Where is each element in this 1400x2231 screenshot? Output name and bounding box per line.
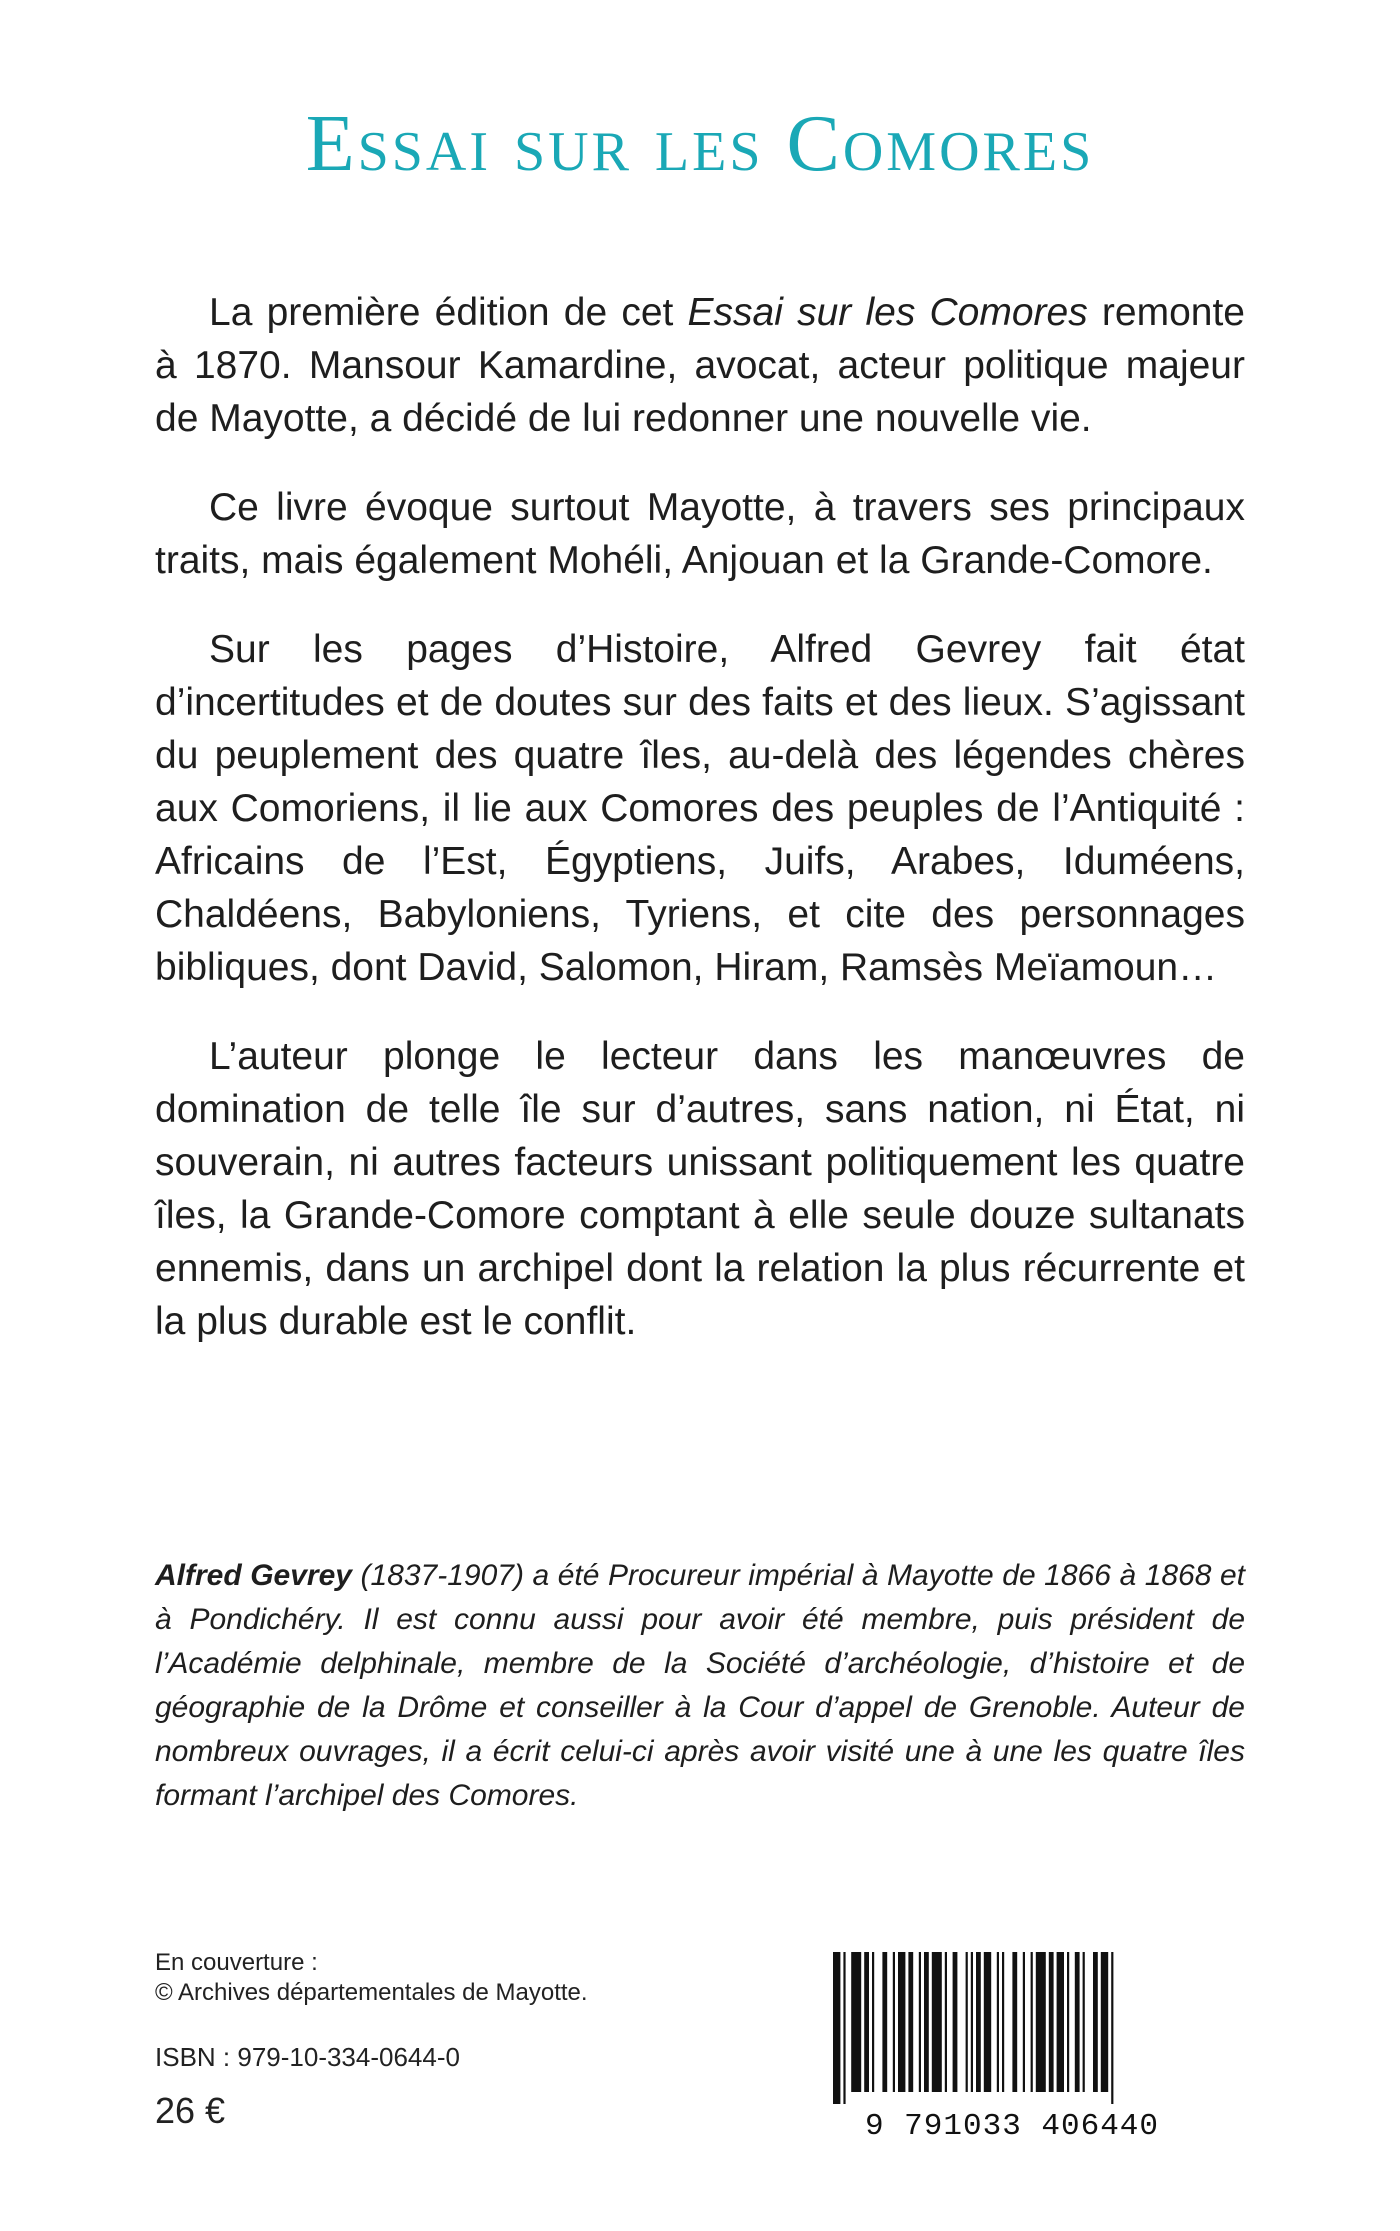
barcode-bar [882, 1952, 887, 2092]
barcode-bar [1002, 1952, 1004, 2092]
author-bio-text: (1837-1907) a été Procureur impérial à Mayotte de 1866 à 1868 et à Pondichéry. Il est connu aussi pour avoir été membre, puis président de l’Académie delphinale, membre de la Société d’archéologie, d’histoire et de géographie de la Drôme et conseiller à la Cour d’appel de Grenoble. Auteur de nombreux ouvrages, il a écrit celui-ci après avoir visité une à une les quatre îles formant l’archipel des Comores. [155, 1559, 1245, 1812]
barcode-bar [893, 1952, 895, 2092]
barcode-bar [1031, 1952, 1033, 2092]
cover-credit-source: © Archives départementales de Mayotte. [155, 1979, 588, 2006]
cover-credit-label: En couverture : [155, 1949, 318, 1976]
barcode-digits: 9 791033 406440 [864, 2109, 1160, 2140]
paragraph-1-end: remonte à 1870. Mansour Kamardine, avocat, acteur politique majeur de Mayotte, a décidé de lui redonner une nouvelle vie. [155, 291, 1245, 440]
barcode-bar [919, 1952, 921, 2092]
barcode-bar [953, 1952, 958, 2092]
barcode-bar [833, 1952, 840, 2104]
barcode-bar [1093, 1952, 1098, 2092]
back-cover-summary [155, 286, 1245, 1384]
barcode-bar [872, 1952, 874, 2092]
barcode-bar [984, 1952, 991, 2092]
barcode-bar [1083, 1952, 1085, 2092]
paragraph-1-start: La première édition de cet [209, 291, 688, 334]
paragraph-1-italic-title: Essai sur les Comores [687, 291, 1088, 334]
author-biography [155, 1554, 1245, 1818]
summary-paragraph-3: Sur les pages d’Histoire, Alfred Gevrey fait état d’incertitudes et de doutes sur des faits et des lieux. S’agissant du peuplement des quatre îles, au-delà des légendes chères aux Comoriens, il lie aux Comores des peuples de l’Antiquité : Africains de l’Est, Égyptiens, Juifs, Arabes, Iduméens, Chaldéens, Babyloniens, Tyriens, et cite des personnages bibliques, dont David, Salomon, Hiram, Ramsès Meïamoun… [155, 628, 1245, 989]
barcode-bar [1111, 1952, 1113, 2104]
barcode-bar [966, 1952, 968, 2092]
price-text: 26 € [155, 2090, 226, 2131]
barcode-bar [1036, 1952, 1046, 2092]
barcode-bar [864, 1952, 869, 2092]
book-title: Essai sur les Comores [305, 100, 1095, 188]
summary-paragraph-4: L’auteur plonge le lecteur dans les manœuvres de domination de telle île sur d’autres, sans nation, ni État, ni souverain, ni autres facteurs unissant politiquement les quatre îles, la Grande-Comore comptant à elle seule douze sultanats ennemis, dans un archipel dont la relation la plus récurrente et la plus durable est le conflit. [155, 1035, 1245, 1343]
barcode-bar [924, 1952, 929, 2092]
cover-credit [155, 1948, 588, 2008]
barcode-bars [833, 1952, 1113, 2104]
barcode-bar [932, 1952, 942, 2092]
barcode-bar [976, 1952, 981, 2092]
barcode-bar [997, 1952, 999, 2092]
barcode-bar [851, 1952, 861, 2092]
barcode-bar [945, 1952, 947, 2092]
author-name: Alfred Gevrey [155, 1559, 352, 1592]
barcode-bar [1057, 1952, 1064, 2092]
isbn-text: ISBN : 979-10-334-0644-0 [155, 2042, 460, 2072]
barcode-bar [1067, 1952, 1069, 2092]
barcode-bar [1012, 1952, 1017, 2092]
barcode-bar [1049, 1952, 1054, 2092]
summary-paragraph-2: Ce livre évoque surtout Mayotte, à travers ses principaux traits, mais également Mohéli, Anjouan et la Grande-Comore. [155, 486, 1245, 582]
barcode-bar [1023, 1952, 1025, 2092]
barcode-bar [971, 1952, 973, 2092]
barcode-bar [843, 1952, 845, 2104]
barcode-bar [1075, 1952, 1080, 2092]
barcode-bar [1101, 1952, 1108, 2092]
isbn-barcode [827, 1950, 1197, 2140]
barcode-bar [908, 1952, 913, 2092]
barcode-bar [898, 1952, 905, 2092]
summary-paragraph-1 [155, 286, 1245, 445]
